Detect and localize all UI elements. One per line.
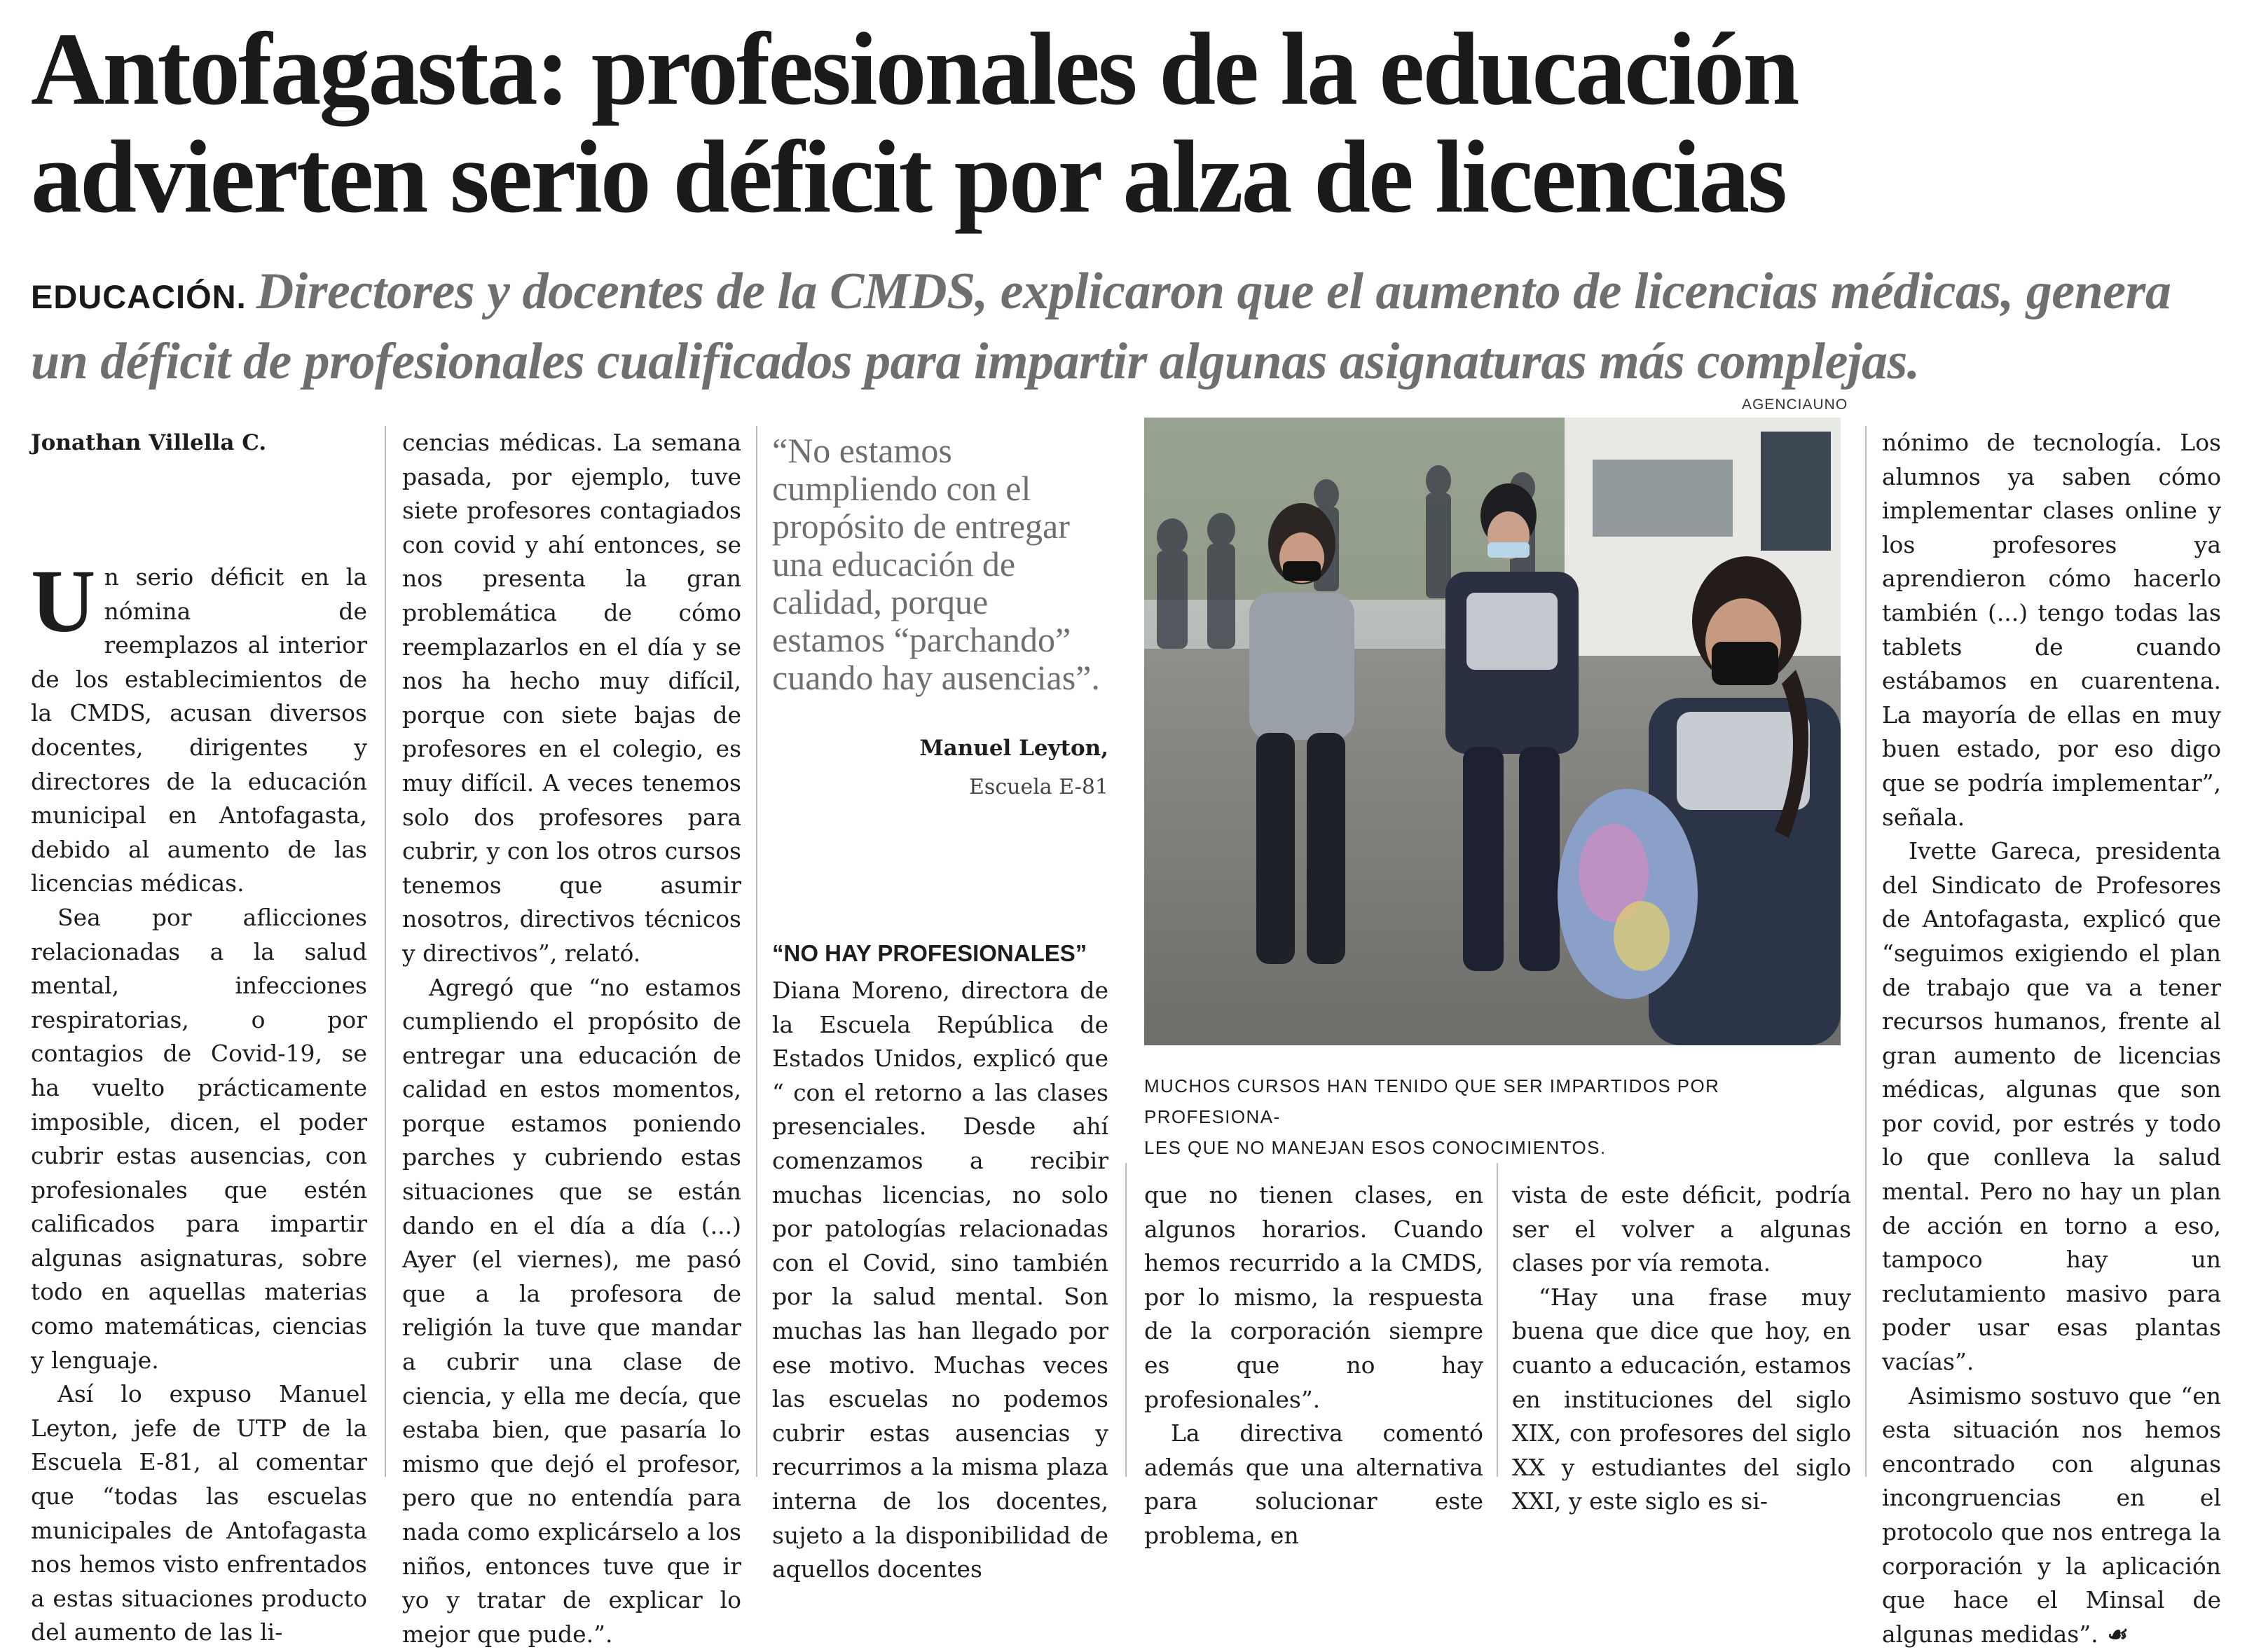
- byline: Jonathan Villella C.: [31, 430, 267, 455]
- paragraph: Así lo expuso Manuel Leyton, jefe de UTP de la Escuela E-81, al comentar que “todas las escuelas municipales de Antofagasta nos hemos visto enfrentados a estas situaciones producto del aumento de las li-: [31, 1380, 367, 1646]
- column-rule: [756, 426, 757, 1477]
- paragraph: Sea por aflicciones relacionadas a la salud mental, infecciones respiratorias, o por contagios de Covid-19, se ha vuelto prácticamente imposible, dicen, el poder cubrir estas ausencias, con profesionales que estén calificados para impartir algunas asignaturas, sobre todo en aquellas materias como matemáticas, ciencias y lenguaje.: [31, 903, 367, 1374]
- article-column-1: [31, 551, 367, 1650]
- column-rule: [1497, 1163, 1498, 1477]
- pull-quote: “No estamos cumpliendo con el propósito de entregar una educación de calidad, porque estamos “parchando” cuando hay ausencias”.: [772, 431, 1100, 697]
- column-rule: [385, 426, 386, 1477]
- paragraph: Agregó que “no estamos cumpliendo el propósito de entregar una educación de calidad en estos momentos, porque estamos poniendo parches y cubriendo estas situaciones que se están dando en el día a día (...) Ayer (el viernes), me pasó que a la profesora de religión la tuve que mandar a cubrir una clase de ciencia, y ella me decía, que estaba bien, que pasaría lo mismo que dejó el profesor, pero que no entendía para nada como explicárselo a los niños, entonces tuve que ir yo y tratar de explicar lo mejor que pude.”.: [402, 973, 741, 1648]
- paragraph: nónimo de tecnología. Los alumnos ya saben cómo implementar clases online y los profesores ya aprendieron cómo hacerlo también (...) tengo todas las tablets de cuando estábamos en cuarentena. La mayoría de ellas en muy buen estado, por eso digo que se podría implementar”, señala.: [1882, 429, 2221, 831]
- caption-line-2: LES QUE NO MANEJAN ESOS CONOCIMIENTOS.: [1144, 1137, 1607, 1158]
- paragraph: vista de este déficit, podría ser el volver a algunas clases por vía remota.: [1512, 1181, 1851, 1277]
- headline-line-2: advierten serio déficit por alza de licencias: [31, 120, 1786, 235]
- end-mark-icon: ☙: [2105, 1622, 2126, 1648]
- article-column-6: [1882, 426, 2221, 1652]
- paragraph: n serio déficit en la nómina de reemplazos al interior de los establecimientos de la CMDS, acusan diversos docentes, dirigentes y directores de la educación municipal en Antofagasta, debido al aumento de las licencias médicas.: [31, 563, 367, 897]
- column-rule: [1865, 426, 1867, 1477]
- headline: [31, 12, 2171, 235]
- section-label: EDUCACIÓN.: [31, 278, 247, 315]
- article-column-3: [772, 974, 1108, 1587]
- photo-credit: AGENCIAUNO: [1742, 397, 1848, 413]
- photo-caption: [1144, 1071, 1852, 1163]
- section-subhead: “NO HAY PROFESIONALES”: [772, 940, 1087, 966]
- caption-line-1: MUCHOS CURSOS HAN TENIDO QUE SER IMPARTIDOS POR PROFESIONA-: [1144, 1075, 1720, 1127]
- article-column-2: [402, 426, 741, 1651]
- pull-quote-role: Escuela E-81: [969, 775, 1108, 799]
- paragraph: Diana Moreno, directora de la Escuela República de Estados Unidos, explicó que “ con el retorno a las clases presenciales. Desde ahí comenzamos a recibir muchas licencias, no solo por patologías relacionadas con el Covid, sino también por la salud mental. Son muchas las han llegado por ese motivo. Muchas veces las escuelas no podemos cubrir estas ausencias y recurrimos a la misma plaza interna de los docentes, sujeto a la disponibilidad de aquellos docentes: [772, 977, 1108, 1583]
- article-column-5: [1512, 1178, 1851, 1519]
- paragraph: La directiva comentó además que una alternativa para solucionar este problema, en: [1144, 1419, 1483, 1549]
- paragraph: cencias médicas. La semana pasada, por ejemplo, tuve siete profesores contagiados con covid y ahí entonces, se nos presenta la gran problemática de cómo reemplazarlos en el día y se nos ha hecho muy difícil, porque con siete bajas de profesores en el colegio, es muy difícil. A veces tenemos solo dos profesores para cubrir, y con los otros cursos tenemos que asumir nosotros, directivos técnicos y directivos”, relató.: [402, 429, 741, 967]
- paragraph: que no tienen clases, en algunos horarios. Cuando hemos recurrido a la CMDS, por lo mismo, la respuesta de la corporación siempre es que no hay profesionales”.: [1144, 1181, 1483, 1413]
- deck-text: Directores y docentes de la CMDS, explicaron que el aumento de licencias médicas, genera un déficit de profesionales cualificados para impartir algunas asignaturas más complejas.: [31, 263, 2171, 390]
- paragraph: “Hay una frase muy buena que dice que hoy, en cuanto a educación, estamos en instituciones del siglo XIX, con profesores del siglo XX y estudiantes del siglo XXI, y este siglo es si-: [1512, 1283, 1851, 1515]
- deck: [31, 259, 2210, 394]
- paragraph: [1882, 1379, 2221, 1652]
- column-rule: [1125, 1163, 1127, 1477]
- news-photo: [1144, 418, 1841, 1045]
- paragraph-text: Asimismo sostuvo que “en esta situación nos hemos encontrado con algunas incongruencias en el protocolo que nos entrega la corporación y la aplicación que hace el Minsal de algunas medidas”.: [1882, 1382, 2221, 1648]
- students-walking-illustration: [1144, 418, 1841, 1045]
- article-column-4: [1144, 1178, 1483, 1553]
- paragraph: Ivette Gareca, presidenta del Sindicato de Profesores de Antofagasta, explicó que “seguimos exigiendo el plan de trabajo que va a tener recursos humanos, frente al gran aumento de licencias médicas, algunas que son por covid, por estrés y todo lo que conlleva la salud mental. Pero no hay un plan de acción en torno a eso, tampoco hay un reclutamiento masivo para poder usar esas plantas vacías”.: [1882, 837, 2221, 1376]
- pull-quote-name: Manuel Leyton,: [919, 736, 1108, 761]
- drop-cap: U: [31, 551, 96, 651]
- headline-line-1: Antofagasta: profesionales de la educación: [31, 12, 1798, 127]
